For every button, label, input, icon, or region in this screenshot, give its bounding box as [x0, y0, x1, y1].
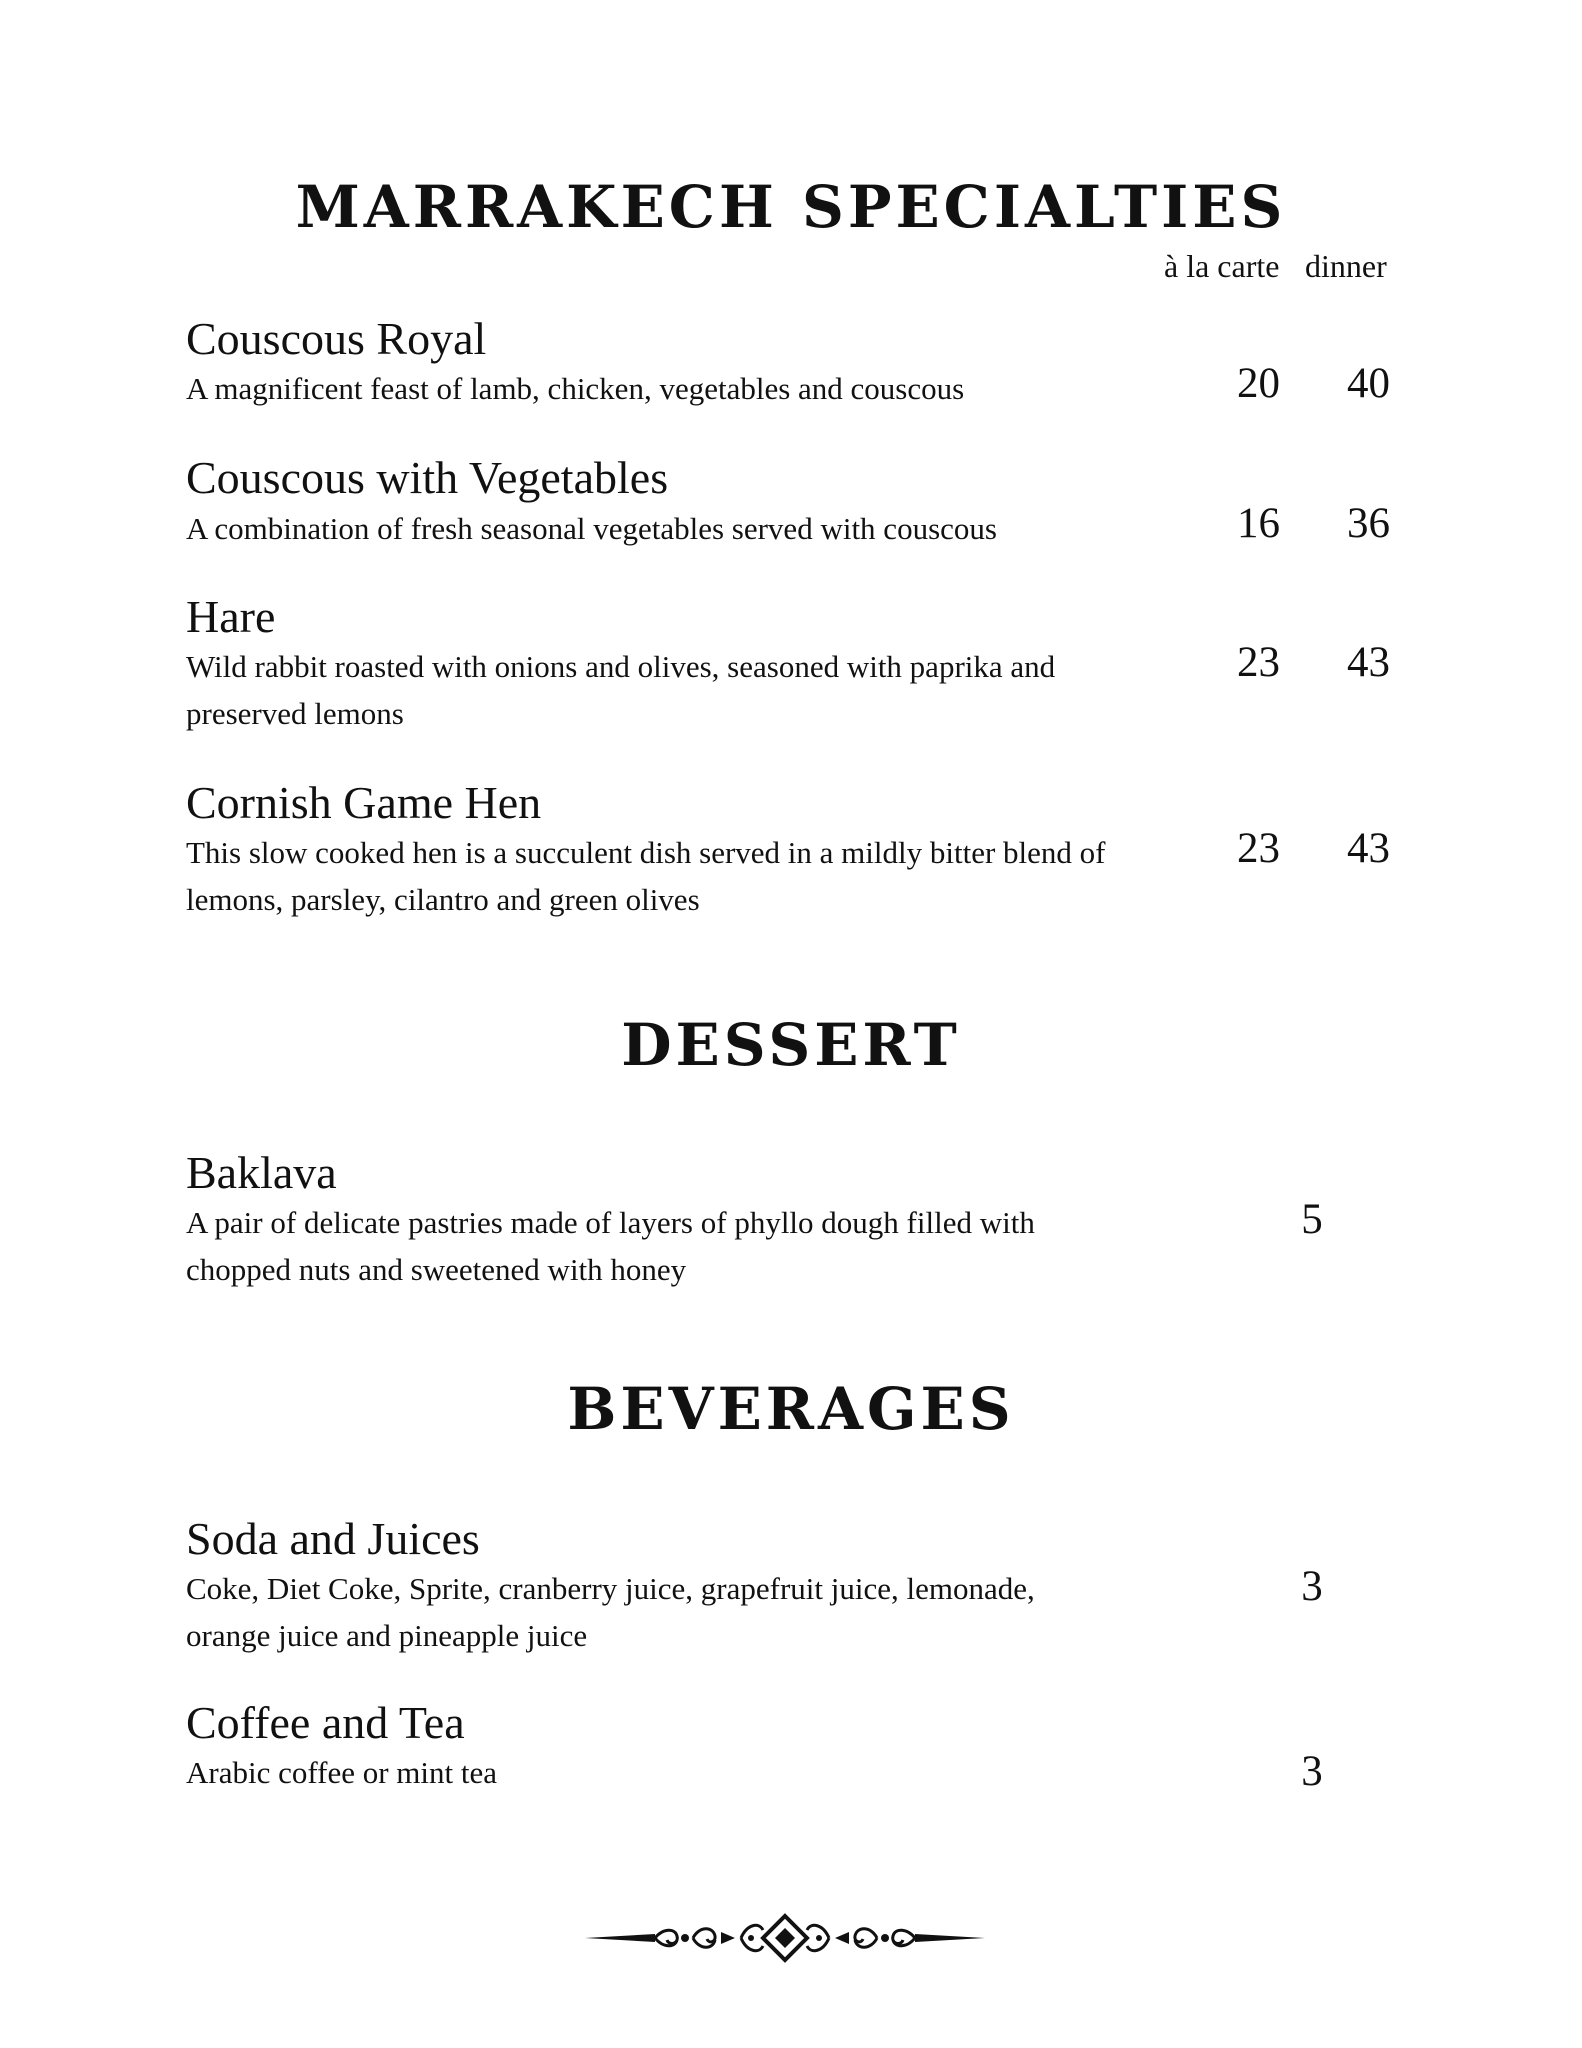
item-name: Couscous with Vegetables: [186, 452, 669, 503]
item-description: A combination of fresh seasonal vegetables served with couscous: [186, 511, 997, 546]
item-name: Baklava: [186, 1147, 337, 1198]
column-header-dinner: dinner: [1305, 248, 1387, 284]
item-name: Soda and Juices: [186, 1513, 480, 1564]
price-a-la-carte: 23: [1237, 639, 1280, 686]
beverages-heading: BEVERAGES: [567, 1375, 1015, 1443]
item-description: A pair of delicate pastries made of layers of phyllo dough filled with chopped nuts and sweetened with honey: [186, 1205, 1035, 1287]
price-a-la-carte: 23: [1237, 825, 1280, 872]
price: 3: [1301, 1748, 1323, 1795]
column-header-a-la-carte: à la carte: [1164, 248, 1280, 284]
price-a-la-carte: 16: [1237, 500, 1280, 547]
item-name: Coffee and Tea: [186, 1697, 465, 1748]
price-dinner: 40: [1347, 360, 1390, 407]
item-name: Cornish Game Hen: [186, 777, 542, 828]
price: 3: [1301, 1563, 1323, 1610]
item-description: This slow cooked hen is a succulent dish served in a mildly bitter blend of lemons, parsley, cilantro and green olives: [186, 835, 1106, 917]
item-description: Wild rabbit roasted with onions and olives, seasoned with paprika and preserved lemons: [186, 649, 1056, 731]
item-description: Coke, Diet Coke, Sprite, cranberry juice, grapefruit juice, lemonade, orange juice and pineapple juice: [186, 1571, 1035, 1653]
item-description: A magnificent feast of lamb, chicken, vegetables and couscous: [186, 371, 965, 406]
price-dinner: 36: [1347, 500, 1390, 547]
price-dinner: 43: [1347, 825, 1390, 872]
decorative-flourish-icon: [585, 1908, 985, 1968]
item-name: Couscous Royal: [186, 313, 487, 364]
item-name: Hare: [186, 591, 276, 642]
price: 5: [1301, 1196, 1323, 1243]
specialties-heading: MARRAKECH SPECIALTIES: [295, 173, 1287, 241]
dessert-heading: DESSERT: [621, 1011, 961, 1079]
item-description: Arabic coffee or mint tea: [186, 1755, 497, 1790]
price-dinner: 43: [1347, 639, 1390, 686]
price-a-la-carte: 20: [1237, 360, 1280, 407]
